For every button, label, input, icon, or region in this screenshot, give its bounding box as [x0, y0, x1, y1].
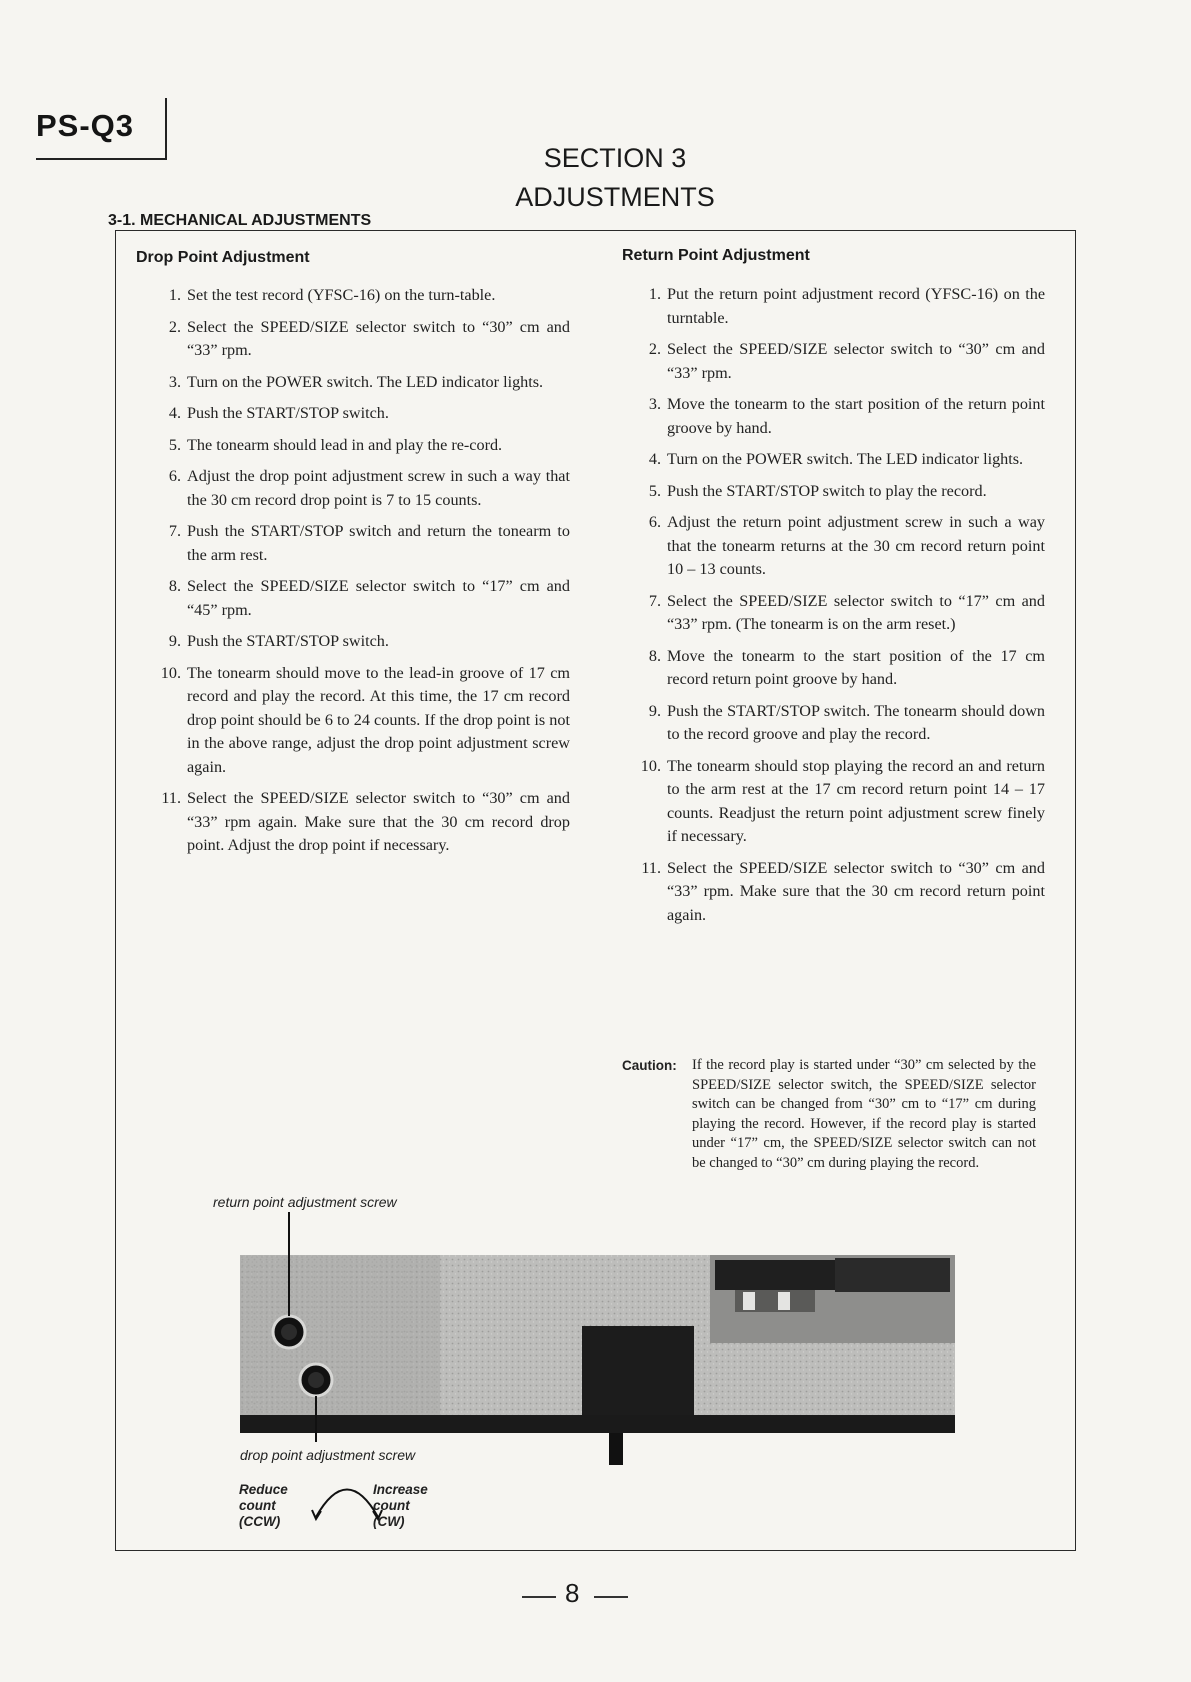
panel-shade [240, 1255, 440, 1415]
reduce-count-label: Reduce count (CCW) [239, 1482, 288, 1529]
return-point-screw-center [281, 1324, 297, 1340]
drop-step: 3. Turn on the POWER switch. The LED indicator lights. [168, 372, 544, 391]
subsection-heading: 3-1. MECHANICAL ADJUSTMENTS [108, 212, 372, 229]
center-block [582, 1326, 694, 1426]
drop-step: 8. Select the SPEED/SIZE selector switch to “17” cm and “45” rpm. [168, 577, 570, 619]
return-step: 3. Move the tonearm to the start position of the return point groove by hand. [648, 395, 1045, 437]
turntable-adjustment-figure [115, 1180, 1076, 1550]
drop-point-steps [160, 284, 570, 866]
model-name: PS-Q3 [36, 108, 135, 143]
drop-point-screw-center [308, 1372, 324, 1388]
foot-post [609, 1433, 623, 1465]
drop-step: 1. Set the test record (YFSC-16) on the turn-table. [168, 286, 496, 304]
drop-step: 10. The tonearm should move to the lead-in groove of 17 cm record and play the record. At this time, the 17 cm record drop point should be 6 to 24 counts. If the drop point is not in the above range, adjust the drop point adjustment screw again. [160, 663, 570, 776]
return-point-heading: Return Point Adjustment [622, 247, 810, 264]
drop-step: 6. Adjust the drop point adjustment screw in such a way that the 30 cm record drop point is 7 to 15 counts. [168, 467, 570, 509]
return-step: 6. Adjust the return point adjustment screw in such a way that the tonearm returns at the 30 cm record return point 10 – 13 counts. [648, 513, 1045, 578]
return-step: 1. Put the return point adjustment record (YFSC-16) on the turntable. [648, 285, 1045, 327]
section-number: SECTION 3 [543, 143, 687, 173]
return-screw-label: return point adjustment screw [213, 1194, 397, 1210]
drop-step: 9. Push the START/STOP switch. [168, 632, 389, 650]
drop-step: 5. The tonearm should lead in and play the re-cord. [168, 435, 503, 454]
caution-label: Caution: [622, 1058, 677, 1073]
slide-switch-knob [778, 1292, 790, 1310]
return-step: 5. Push the START/STOP switch to play the record. [648, 481, 987, 500]
section-title: ADJUSTMENTS [515, 182, 715, 212]
return-step: 11. Select the SPEED/SIZE selector switch to “30” cm and “33” rpm. Make sure that the 30 cm record return point again. [641, 858, 1045, 924]
drop-screw-label: drop point adjustment screw [240, 1447, 416, 1463]
drop-step: 2. Select the SPEED/SIZE selector switch to “30” cm and “33” rpm. [168, 317, 570, 359]
drop-point-heading: Drop Point Adjustment [136, 249, 310, 266]
drop-step: 11. Select the SPEED/SIZE selector switch to “30” cm and “33” rpm again. Make sure that the 30 cm record drop point. Adjust the drop point if necessary. [161, 789, 570, 854]
model-divider-horizontal [36, 158, 167, 160]
return-step: 4. Turn on the POWER switch. The LED indicator lights. [648, 450, 1024, 468]
base-bottom-edge [240, 1415, 955, 1433]
return-step: 9. Push the START/STOP switch. The tonearm should down to the record groove and play the record. [648, 701, 1045, 743]
rotation-arc-icon [316, 1490, 378, 1518]
drop-step: 4. Push the START/STOP switch. [168, 404, 389, 422]
page-number: 8 [565, 1578, 580, 1608]
caution-text: If the record play is started under “30” cm selected by the SPEED/SIZE selector switch, the SPEED/SIZE selector switch can be changed from “30” cm to “17” cm during playing the record. However, if the record play is started under “17” cm, the SPEED/SIZE selector switch can not be changed to “30” cm during playing the record. [692, 1057, 1036, 1171]
return-point-steps [640, 283, 1045, 935]
increase-count-label: Increase count (CW) [373, 1482, 428, 1529]
model-divider-vertical [165, 98, 167, 160]
slide-switch-knob [743, 1292, 755, 1310]
recess-shadow [715, 1260, 835, 1290]
page-dash-right [594, 1596, 628, 1598]
return-step: 10. The tonearm should stop playing the record an and return to the arm rest at the 17 cm record return point 14 – 17 counts. Readjust the return point adjustment screw finely if necessary. [640, 756, 1045, 845]
page-dash-left [522, 1596, 556, 1598]
return-step: 8. Move the tonearm to the start position of the 17 cm record return point groove by hand. [648, 646, 1045, 688]
drop-step: 7. Push the START/STOP switch and return the tonearm to the arm rest. [168, 522, 570, 564]
return-step: 2. Select the SPEED/SIZE selector switch to “30” cm and “33” rpm. [648, 340, 1045, 382]
return-step: 7. Select the SPEED/SIZE selector switch to “17” cm and “33” rpm. (The tonearm is on the arm reset.) [648, 591, 1045, 633]
recess-dark [835, 1258, 950, 1292]
